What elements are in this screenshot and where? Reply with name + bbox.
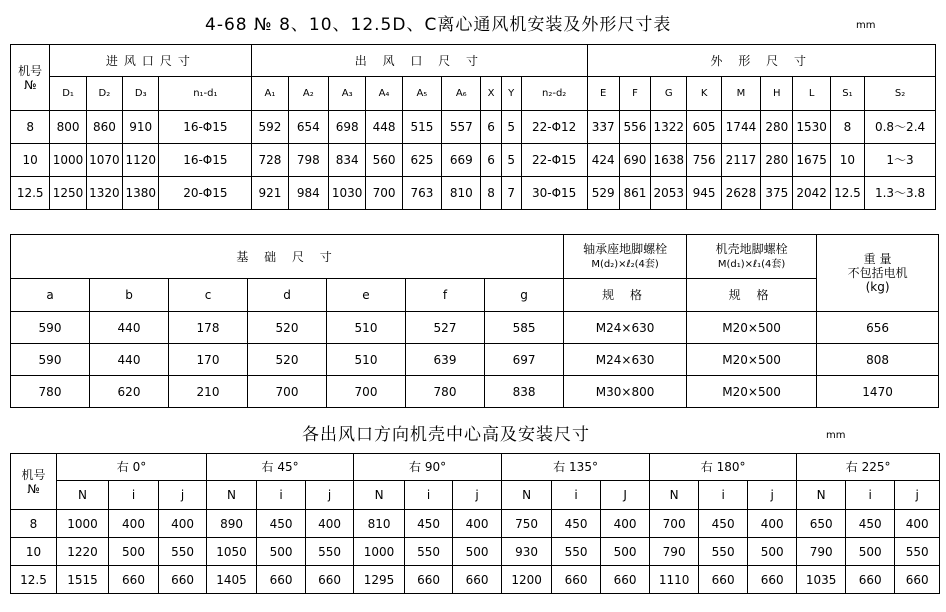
table-cell: 1530 — [793, 111, 830, 144]
table-cell: 1000 — [354, 538, 405, 566]
table-cell: 1000 — [57, 510, 109, 538]
table1-unit: mm — [856, 20, 876, 31]
column-header: S₂ — [865, 77, 936, 111]
table-row — [11, 344, 939, 376]
table-cell: 625 — [402, 144, 441, 177]
table-cell: 650 — [797, 510, 846, 538]
table-cell: 1110 — [650, 566, 699, 594]
column-header: i — [405, 481, 453, 510]
column-header: N — [207, 481, 257, 510]
column-header: d — [248, 279, 327, 312]
table-cell: 450 — [699, 510, 748, 538]
column-header: j — [453, 481, 502, 510]
column-header: i — [257, 481, 306, 510]
machine-no-cell: 12.5 — [11, 177, 50, 210]
table-cell: 690 — [619, 144, 650, 177]
table-row — [11, 376, 939, 408]
table1-title: 4-68 № 8、10、12.5D、C离心通风机安装及外形尺寸表 — [205, 15, 672, 35]
table-cell: 585 — [485, 312, 564, 344]
table-cell: 520 — [248, 344, 327, 376]
table-cell: M30×800 — [564, 376, 687, 408]
table-cell: 280 — [761, 144, 793, 177]
table-cell: 450 — [257, 510, 306, 538]
column-header: n₂-d₂ — [521, 77, 587, 111]
table-cell: 10 — [830, 144, 864, 177]
column-header: L — [793, 77, 830, 111]
table-row — [11, 111, 936, 144]
table-cell: 728 — [252, 144, 288, 177]
table-cell: 500 — [257, 538, 306, 566]
direction-header: 右 225° — [797, 454, 940, 481]
table-cell: 400 — [159, 510, 207, 538]
table-cell: 660 — [453, 566, 502, 594]
table-row — [11, 312, 939, 344]
table-cell: 557 — [442, 111, 481, 144]
outlet-group-header: 出 风 口 尺 寸 — [252, 45, 587, 77]
outline-group-header: 外 形 尺 寸 — [587, 45, 936, 77]
table-cell: 510 — [327, 312, 406, 344]
table-cell: 1380 — [123, 177, 159, 210]
table-cell: 660 — [159, 566, 207, 594]
column-header: X — [481, 77, 501, 111]
table-cell: 700 — [248, 376, 327, 408]
table3-unit: mm — [826, 430, 846, 441]
column-header: A₁ — [252, 77, 288, 111]
table-cell: 515 — [402, 111, 441, 144]
table-cell: 22-Φ12 — [521, 111, 587, 144]
table-cell: 1320 — [86, 177, 122, 210]
table-cell: 1515 — [57, 566, 109, 594]
table-cell: 2042 — [793, 177, 830, 210]
table-cell: 450 — [846, 510, 895, 538]
table-cell: 375 — [761, 177, 793, 210]
table-cell: 550 — [895, 538, 940, 566]
table-cell: 2628 — [721, 177, 760, 210]
table-cell: 860 — [86, 111, 122, 144]
column-header: j — [895, 481, 940, 510]
table-cell: 1070 — [86, 144, 122, 177]
table-cell: 500 — [601, 538, 650, 566]
table-cell: 660 — [601, 566, 650, 594]
column-header: H — [761, 77, 793, 111]
table-cell: 810 — [442, 177, 481, 210]
column-header: G — [651, 77, 687, 111]
machine-no-cell: 10 — [11, 144, 50, 177]
column-header: M — [721, 77, 760, 111]
column-header: D₃ — [123, 77, 159, 111]
column-header: A₅ — [402, 77, 441, 111]
table-cell: 510 — [327, 344, 406, 376]
table-row — [11, 510, 940, 538]
table-cell: 590 — [11, 344, 90, 376]
foundation-table — [10, 234, 939, 408]
table-cell: 660 — [257, 566, 306, 594]
column-header: j — [159, 481, 207, 510]
table-cell: 700 — [650, 510, 699, 538]
table-cell: 620 — [90, 376, 169, 408]
table-cell: 590 — [11, 312, 90, 344]
table-cell: 1470 — [817, 376, 939, 408]
column-header: E — [587, 77, 619, 111]
direction-header: 右 135° — [502, 454, 650, 481]
table-cell: 22-Φ15 — [521, 144, 587, 177]
column-header: S₁ — [830, 77, 864, 111]
table-cell: 660 — [109, 566, 159, 594]
table-cell: 400 — [895, 510, 940, 538]
table-cell: 780 — [11, 376, 90, 408]
table-cell: 556 — [619, 111, 650, 144]
table-cell: 450 — [405, 510, 453, 538]
table-cell: 16-Φ15 — [159, 111, 252, 144]
table-cell: 660 — [552, 566, 601, 594]
table-cell: 337 — [587, 111, 619, 144]
column-header: N — [57, 481, 109, 510]
table-cell: 20-Φ15 — [159, 177, 252, 210]
table-cell: 700 — [327, 376, 406, 408]
machine-no-header: 机号 № — [11, 45, 50, 111]
table-cell: 0.8～2.4 — [865, 111, 936, 144]
table-cell: 1675 — [793, 144, 830, 177]
column-header: N — [797, 481, 846, 510]
table-cell: 550 — [552, 538, 601, 566]
table-cell: 520 — [248, 312, 327, 344]
table-cell: 500 — [109, 538, 159, 566]
table-cell: 861 — [619, 177, 650, 210]
column-header: F — [619, 77, 650, 111]
table-cell: 697 — [485, 344, 564, 376]
table-cell: 400 — [601, 510, 650, 538]
direction-header: 右 45° — [207, 454, 354, 481]
column-header: f — [406, 279, 485, 312]
column-header: n₁-d₁ — [159, 77, 252, 111]
table-cell: 763 — [402, 177, 441, 210]
table-cell: 1322 — [651, 111, 687, 144]
table-cell: 1～3 — [865, 144, 936, 177]
table-cell: 448 — [366, 111, 402, 144]
table-cell: 1035 — [797, 566, 846, 594]
table-cell: 210 — [169, 376, 248, 408]
table-cell: 7 — [501, 177, 521, 210]
bearing-bolt-header: 轴承座地脚螺栓 M(d₂)×ℓ₂(4套) — [564, 235, 687, 279]
table-cell: 440 — [90, 312, 169, 344]
table-cell: 790 — [797, 538, 846, 566]
outlet-direction-table — [10, 453, 940, 594]
table-cell: 656 — [817, 312, 939, 344]
fan-dimensions-table — [10, 44, 936, 210]
table-cell: 698 — [329, 111, 366, 144]
column-header: j — [306, 481, 354, 510]
column-header: i — [699, 481, 748, 510]
table-cell: 984 — [288, 177, 328, 210]
table-cell: 2117 — [721, 144, 760, 177]
table-cell: 1744 — [721, 111, 760, 144]
column-header: A₃ — [329, 77, 366, 111]
table-cell: 550 — [306, 538, 354, 566]
column-header: D₂ — [86, 77, 122, 111]
machine-no-cell: 12.5 — [11, 566, 57, 594]
table-cell: 170 — [169, 344, 248, 376]
table-cell: 6 — [481, 144, 501, 177]
table-cell: 945 — [687, 177, 721, 210]
table-cell: 910 — [123, 111, 159, 144]
table-cell: 8 — [481, 177, 501, 210]
table-cell: 1120 — [123, 144, 159, 177]
table-cell: 921 — [252, 177, 288, 210]
table-cell: 1050 — [207, 538, 257, 566]
table-cell: M20×500 — [687, 344, 817, 376]
table-cell: 424 — [587, 144, 619, 177]
column-header: A₆ — [442, 77, 481, 111]
table-cell: 400 — [109, 510, 159, 538]
table-cell: 810 — [354, 510, 405, 538]
table-cell: 450 — [552, 510, 601, 538]
table-cell: 529 — [587, 177, 619, 210]
table-cell: 700 — [366, 177, 402, 210]
table-cell: 527 — [406, 312, 485, 344]
column-header: N — [354, 481, 405, 510]
table-cell: 5 — [501, 144, 521, 177]
table-cell: 660 — [748, 566, 797, 594]
table-cell: 5 — [501, 111, 521, 144]
table-cell: 6 — [481, 111, 501, 144]
table-cell: 669 — [442, 144, 481, 177]
table-row — [11, 538, 940, 566]
column-header: e — [327, 279, 406, 312]
column-header: A₂ — [288, 77, 328, 111]
column-header: b — [90, 279, 169, 312]
column-header: N — [502, 481, 552, 510]
table-cell: 1.3～3.8 — [865, 177, 936, 210]
table-cell: 280 — [761, 111, 793, 144]
column-header: i — [552, 481, 601, 510]
table-cell: 660 — [405, 566, 453, 594]
table-cell: 440 — [90, 344, 169, 376]
column-header: g — [485, 279, 564, 312]
table-cell: 660 — [306, 566, 354, 594]
table-cell: 550 — [405, 538, 453, 566]
inlet-group-header: 进风口尺寸 — [50, 45, 252, 77]
table3-title: 各出风口方向机壳中心高及安装尺寸 — [302, 425, 590, 445]
table-cell: 756 — [687, 144, 721, 177]
table-cell: 838 — [485, 376, 564, 408]
table-cell: M24×630 — [564, 344, 687, 376]
table-cell: 8 — [830, 111, 864, 144]
table-cell: 2053 — [651, 177, 687, 210]
table-cell: 178 — [169, 312, 248, 344]
table-cell: 1405 — [207, 566, 257, 594]
bearing-bolt-spec-header: 规 格 — [564, 279, 687, 312]
column-header: D₁ — [50, 77, 86, 111]
table-cell: 550 — [699, 538, 748, 566]
table-cell: 560 — [366, 144, 402, 177]
column-header: K — [687, 77, 721, 111]
column-header: i — [109, 481, 159, 510]
table-cell: 500 — [748, 538, 797, 566]
table-cell: 12.5 — [830, 177, 864, 210]
table-cell: 1030 — [329, 177, 366, 210]
table-cell: 1638 — [651, 144, 687, 177]
direction-header: 右 180° — [650, 454, 797, 481]
table-cell: 400 — [453, 510, 502, 538]
table-cell: 592 — [252, 111, 288, 144]
machine-no-cell: 8 — [11, 111, 50, 144]
table-cell: 16-Φ15 — [159, 144, 252, 177]
casing-bolt-spec-header: 规 格 — [687, 279, 817, 312]
table-cell: 500 — [453, 538, 502, 566]
table-cell: 660 — [895, 566, 940, 594]
table-cell: 1250 — [50, 177, 86, 210]
column-header: c — [169, 279, 248, 312]
machine-no-cell: 8 — [11, 510, 57, 538]
column-header: J — [601, 481, 650, 510]
table-cell: M20×500 — [687, 376, 817, 408]
table-cell: 750 — [502, 510, 552, 538]
table-cell: 500 — [846, 538, 895, 566]
table-cell: M24×630 — [564, 312, 687, 344]
table-cell: M20×500 — [687, 312, 817, 344]
table-cell: 654 — [288, 111, 328, 144]
table-cell: 1295 — [354, 566, 405, 594]
table-cell: 30-Φ15 — [521, 177, 587, 210]
table-cell: 605 — [687, 111, 721, 144]
column-header: i — [846, 481, 895, 510]
column-header: N — [650, 481, 699, 510]
foundation-group-header: 基 础 尺 寸 — [11, 235, 564, 279]
table-cell: 790 — [650, 538, 699, 566]
table-cell: 1200 — [502, 566, 552, 594]
table-row — [11, 177, 936, 210]
table-cell: 798 — [288, 144, 328, 177]
direction-header: 右 90° — [354, 454, 502, 481]
table-cell: 550 — [159, 538, 207, 566]
table-cell: 780 — [406, 376, 485, 408]
table-row — [11, 566, 940, 594]
table-cell: 400 — [748, 510, 797, 538]
table-cell: 808 — [817, 344, 939, 376]
table-cell: 660 — [699, 566, 748, 594]
table-cell: 400 — [306, 510, 354, 538]
table-cell: 834 — [329, 144, 366, 177]
weight-header: 重 量 不包括电机 (kg) — [817, 235, 939, 312]
table-cell: 930 — [502, 538, 552, 566]
column-header: a — [11, 279, 90, 312]
table-cell: 1000 — [50, 144, 86, 177]
machine-no-cell: 10 — [11, 538, 57, 566]
direction-header: 右 0° — [57, 454, 207, 481]
column-header: Y — [501, 77, 521, 111]
column-header: A₄ — [366, 77, 402, 111]
table-cell: 639 — [406, 344, 485, 376]
table-cell: 800 — [50, 111, 86, 144]
column-header: j — [748, 481, 797, 510]
table-cell: 890 — [207, 510, 257, 538]
machine-no-header: 机号 № — [11, 454, 57, 510]
table-cell: 1220 — [57, 538, 109, 566]
casing-bolt-header: 机壳地脚螺栓 M(d₁)×ℓ₁(4套) — [687, 235, 817, 279]
table-cell: 660 — [846, 566, 895, 594]
table-row — [11, 144, 936, 177]
